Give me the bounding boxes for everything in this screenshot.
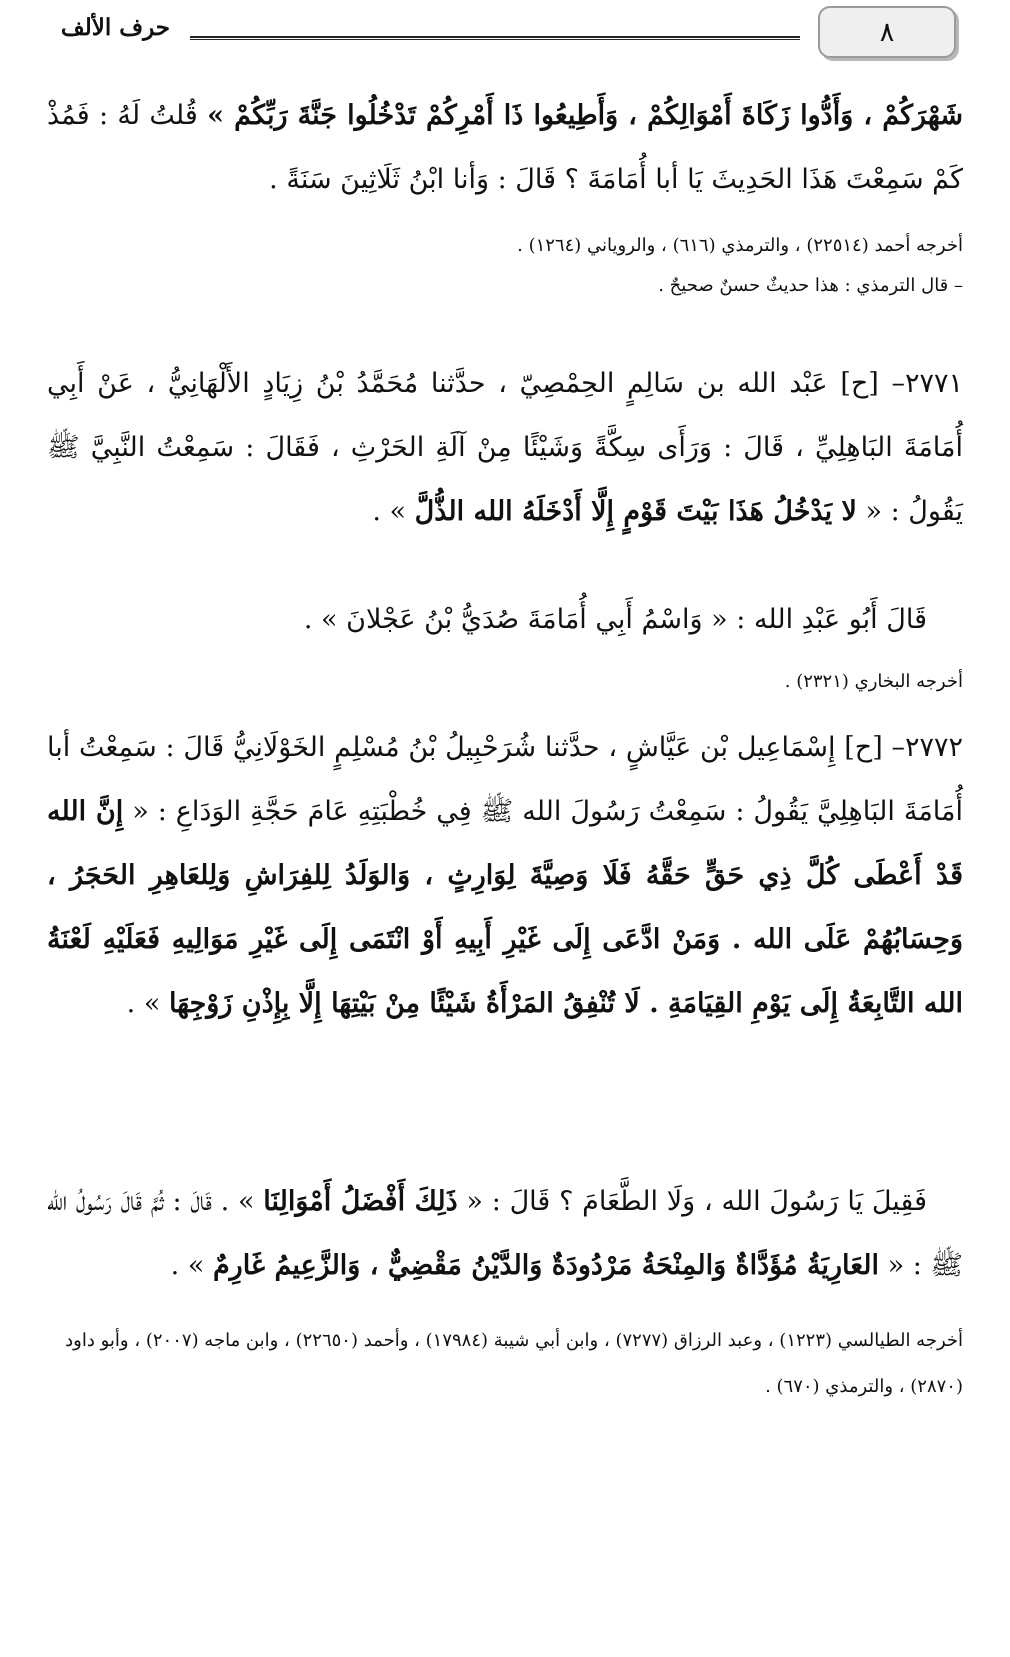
takhrij-line: أخرجه أحمد (٢٢٥١٤) ، والترمذي (٦١٦) ، والروياني (١٢٦٤) .	[517, 235, 963, 256]
hadith-isnad: ٢٧٧١– [ح] عَبْد الله بن سَالِمٍ الحِمْصِيّ ، حدَّثنا مُحَمَّدُ بْنُ زِيَادٍ الأَلْهَانِيُّ ، عَنْ أَبِي أُمَامَةَ البَاهِلِيِّ ، قَالَ : وَرَأَى سِكَّةً وَشَيْئًا مِنْ آلَةِ الحَرْثِ ، فَقَالَ : سَمِعْتُ النَّبِيَّ ﷺ يَقُولُ : «	[47, 368, 963, 527]
paragraph-text: فَقِيلَ يَا رَسُولَ الله ، وَلَا الطَّعَامَ ؟ قَالَ : «	[457, 1186, 927, 1217]
hadith-close: » .	[126, 988, 169, 1019]
takhrij-note-2	[47, 662, 963, 702]
hadith-matn-bold: العَارِيَةُ مُؤَدَّاةٌ وَالمِنْحَةُ مَرْدُودَةٌ وَالدَّيْنُ مَقْضِيٌّ ، وَالزَّعِيمُ غَارِمٌ	[212, 1250, 880, 1281]
hadith-2772-continuation	[47, 1170, 963, 1298]
paragraph-text: » . قَالَ : ثُمَّ قَالَ رَسُولُ الله ﷺ : «	[47, 1186, 963, 1281]
takhrij-line: أخرجه الطيالسي (١٢٢٣) ، وعبد الرزاق (٧٢٧٧) ، وابن أبي شيبة (١٧٩٨٤) ، وأحمد (٢٢٦٥٠) ، وابن ماجه (٢٠٠٧) ، وأبو داود (٢٨٧٠) ، والترمذي (٦٧٠) .	[65, 1330, 963, 1397]
page-number-badge	[818, 6, 956, 58]
hadith-isnad: ٢٧٧٢– [ح] إِسْمَاعِيل بْن عَيَّاشٍ ، حدَّثنا شُرَحْبِيلُ بْنُ مُسْلِمٍ الخَوْلَانِيُّ قَالَ : سَمِعْتُ أبا أُمَامَةَ البَاهِلِيَّ يَقُولُ : سَمِعْتُ رَسُولَ الله ﷺ فِي خُطْبَتِهِ عَامَ حَجَّةِ الوَدَاعِ : «	[47, 732, 963, 827]
hadith-2771	[47, 352, 963, 544]
hadith-text-bold: شَهْرَكُمْ ، وَأَدُّوا زَكَاةَ أَمْوَالِكُمْ ، وَأَطِيعُوا ذَا أَمْرِكُمْ تَدْخُلُوا جَنَّةَ رَبِّكُمْ »	[207, 100, 963, 131]
note-text: قَالَ أَبُو عَبْدِ الله : « وَاسْمُ أَبِي أُمَامَةَ صُدَيُّ بْنُ عَجْلانَ » .	[303, 604, 927, 635]
page-number: ٨	[879, 16, 895, 48]
paragraph-continuation	[47, 84, 963, 212]
hadith-close: » .	[372, 496, 415, 527]
hadith-2772	[47, 716, 963, 1036]
takhrij-line: أخرجه البخاري (٢٣٢١) .	[784, 671, 963, 692]
hadith-matn-bold: ذَلِكَ أَفْضَلُ أَمْوَالِنَا	[263, 1186, 458, 1217]
takhrij-note-1	[47, 226, 963, 306]
takhrij-note-3	[47, 1318, 963, 1410]
hadith-matn-bold: لا يَدْخُلُ هَذَا بَيْتَ قَوْمٍ إِلَّا أَدْخَلَهُ الله الذُّلَّ	[414, 496, 857, 527]
chapter-title: حرف الألف	[60, 14, 170, 41]
hadith-close: » .	[170, 1250, 213, 1281]
hadith-2771-note	[47, 588, 963, 652]
takhrij-line: – قال الترمذي : هذا حديثٌ حسنٌ صحيحٌ .	[658, 275, 963, 296]
hadith-matn-bold: إِنَّ الله قَدْ أَعْطَى كُلَّ ذِي حَقٍّ حَقَّهُ فَلَا وَصِيَّةَ لِوَارِثٍ ، وَالوَلَدُ لِلفِرَاشِ وَلِلعَاهِرِ الحَجَرُ ، وَحِسَابُهُمْ عَلَى الله . وَمَنْ ادَّعَى إِلَى غَيْرِ أَبِيهِ أَوْ انْتَمَى إِلَى غَيْرِ مَوَالِيهِ فَعَلَيْهِ لَعْنَةُ الله التَّابِعَةُ إِلَى يَوْمِ القِيَامَةِ . لَا تُنْفِقُ المَرْأَةُ شَيْئًا مِنْ بَيْتِهَا إِلَّا بِإِذْنِ زَوْجِهَا	[47, 796, 963, 1019]
paragraph-text: قُلتُ لَهُ : فَمُذْ كَمْ سَمِعْتَ هَذَا الحَدِيثَ يَا أبا أُمَامَةَ ؟ قَالَ : وَأنا ابْنُ ثَلَاثِينَ سَنَةً .	[47, 100, 963, 195]
header-rule	[190, 36, 800, 40]
